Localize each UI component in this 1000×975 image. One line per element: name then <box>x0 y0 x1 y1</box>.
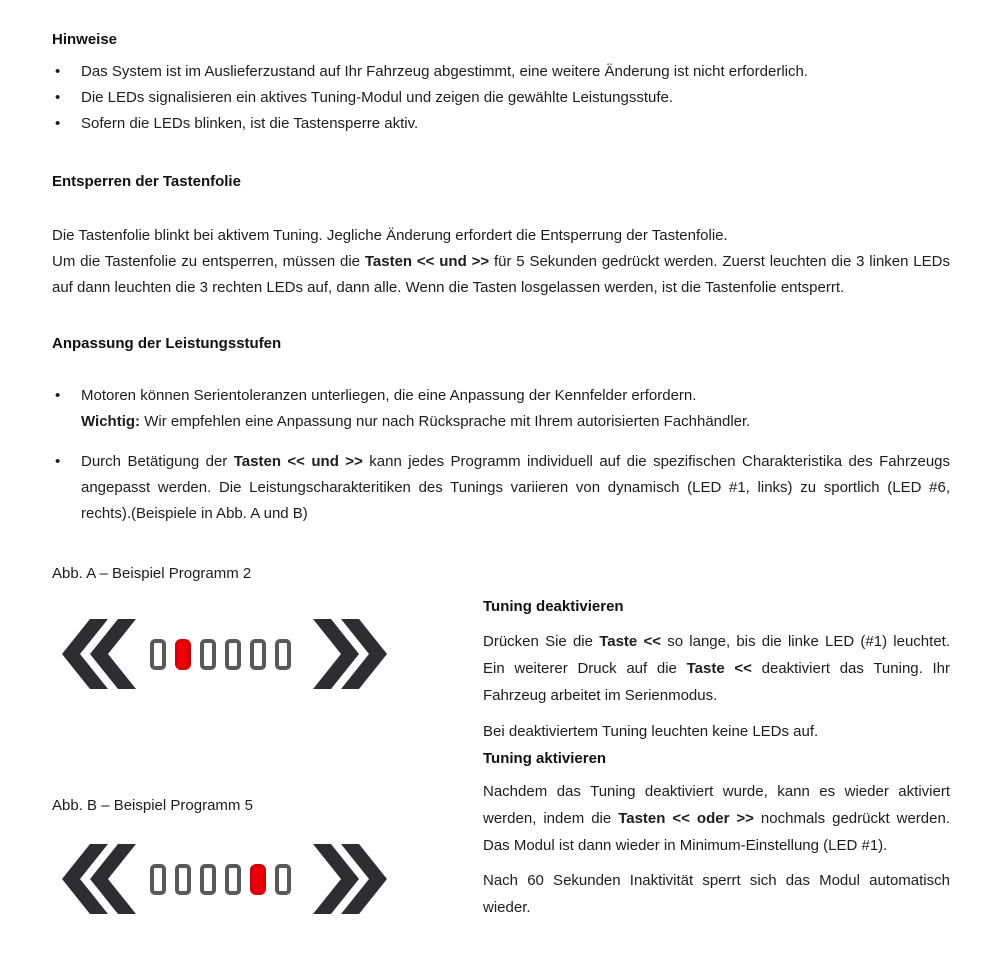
led-off <box>175 864 191 895</box>
led-off <box>200 639 216 670</box>
keys-bold-text: Tasten << oder >> <box>618 810 754 827</box>
entsperren-text: für 5 Sekunden gedrückt werden. Zuerst leuchten die 3 linken LEDs auf dann leuchten die 3 rechten LEDs auf, dann alle. Wenn die Tasten losgelassen werden, ist die Tastenfolie entsperrt. <box>52 253 950 296</box>
led-strip <box>150 864 291 895</box>
heading-tuning-deaktivieren: Tuning deaktivieren <box>483 598 624 615</box>
led-on <box>175 639 191 670</box>
bullet-text: Sofern die LEDs blinken, ist die Tastensperre aktiv. <box>81 115 419 132</box>
entsperren-line-1: Die Tastenfolie blinkt bei aktivem Tuning. Jegliche Änderung erfordert die Entsperrung der Tastenfolie. <box>52 227 728 244</box>
anpassung-bullet-2 <box>52 449 950 527</box>
deactivate-text: Drücken Sie die <box>483 633 600 650</box>
section-heading-entsperren: Entsperren der Tastenfolie <box>52 173 241 190</box>
anpassung-b2-seg0: Durch Betätigung der <box>81 453 234 470</box>
hinweise-bullet-2 <box>52 85 950 111</box>
key-bold-text: Taste << <box>599 633 661 650</box>
activate-paragraph <box>483 778 950 859</box>
deactivate-note: Bei deaktiviertem Tuning leuchten keine LEDs auf. <box>483 723 819 740</box>
anpassung-b1-rest: Wir empfehlen eine Anpassung nur nach Rücksprache mit Ihrem autorisierten Fachhändler. <box>140 413 751 430</box>
double-chevron-right-icon <box>313 619 387 689</box>
heading-tuning-aktivieren: Tuning aktivieren <box>483 750 607 767</box>
double-chevron-right-icon <box>313 844 387 914</box>
figure-a-label: Abb. A – Beispiel Programm 2 <box>52 565 252 582</box>
led-off <box>275 639 291 670</box>
entsperren-paragraph <box>52 223 950 301</box>
bullet-text: Das System ist im Auslieferzustand auf Ihr Fahrzeug abgestimmt, eine weitere Änderung ist nicht erforderlich. <box>81 63 808 80</box>
led-off <box>150 864 166 895</box>
keys-bold-text: Tasten << und >> <box>233 453 363 470</box>
led-off <box>225 864 241 895</box>
bullet-marker: • <box>55 63 61 80</box>
bullet-marker: • <box>55 89 61 106</box>
led-off <box>275 864 291 895</box>
led-off <box>250 639 266 670</box>
bullet-marker: • <box>55 115 61 132</box>
deactivate-paragraph <box>483 628 950 709</box>
right-column <box>483 593 950 921</box>
bullet-marker: • <box>55 387 61 404</box>
anpassung-bullet-1 <box>52 383 950 435</box>
led-off <box>225 639 241 670</box>
deactivate-text: so lange, bis die linke LED (#1) leuchtet. Ein weiterer Druck auf die <box>483 633 950 677</box>
hinweise-bullet-3 <box>52 111 950 137</box>
keys-bold-text: Tasten << und >> <box>364 253 490 270</box>
bottom-section <box>0 553 1000 975</box>
figure-b-label: Abb. B – Beispiel Programm 5 <box>52 797 253 814</box>
wichtig-bold-text: Wichtig: <box>81 413 141 430</box>
figure-a-led-display <box>62 619 387 689</box>
section-heading-anpassung: Anpassung der Leistungsstufen <box>52 335 282 352</box>
activate-text: Nachdem das Tuning deaktiviert wurde, kann es wieder aktiviert werden, indem die <box>483 783 950 827</box>
led-off <box>150 639 166 670</box>
hinweise-bullet-1 <box>52 59 950 85</box>
activate-text: nochmals gedrückt werden. Das Modul ist dann wieder in Minimum-Einstellung (LED #1). <box>483 810 950 854</box>
figure-b-led-display <box>62 844 387 914</box>
key-bold-text: Taste << <box>686 660 752 677</box>
bullet-text: Die LEDs signalisieren ein aktives Tuning-Modul und zeigen die gewählte Leistungsstufe. <box>81 89 674 106</box>
double-chevron-left-icon <box>62 844 136 914</box>
double-chevron-left-icon <box>62 619 136 689</box>
bullet-text <box>81 383 950 435</box>
deactivate-text: deaktiviert das Tuning. Ihr Fahrzeug arbeitet im Serienmodus. <box>483 660 951 704</box>
bullet-text <box>81 449 950 527</box>
entsperren-text: Um die Tastenfolie zu entsperren, müssen die <box>52 253 365 270</box>
activate-note: Nach 60 Sekunden Inaktivität sperrt sich das Modul automatisch wieder. <box>483 872 950 916</box>
anpassung-b1-line1: Motoren können Serientoleranzen unterliegen, die eine Anpassung der Kennfelder erfordern. <box>81 387 697 404</box>
anpassung-b2-seg2: kann jedes Programm individuell auf die spezifischen Charakteristika des Fahrzeugs angepasst werden. Die Leistungscharakteritiken des Tunings variieren von dynamisch (LED #1, links) zu sportlich (LED #6, rechts).(Beispiele in Abb. A und B) <box>81 453 951 522</box>
led-off <box>200 864 216 895</box>
section-heading-hinweise: Hinweise <box>52 31 118 48</box>
bullet-marker: • <box>55 453 61 470</box>
led-strip <box>150 639 291 670</box>
led-on <box>250 864 266 895</box>
